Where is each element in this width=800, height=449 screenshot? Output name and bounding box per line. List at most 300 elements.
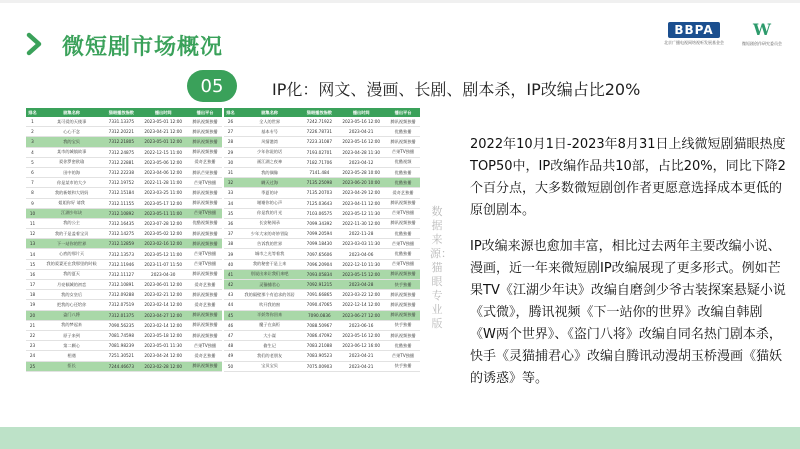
cell-title: 全人的世界 — [237, 117, 302, 127]
table-row — [224, 361, 420, 371]
chevron-right-icon — [22, 32, 46, 56]
cell-platform: 芒果TV独播 — [386, 147, 420, 157]
header-index: 猫眼播放指数 — [104, 108, 138, 117]
cell-index: 7097.65606 — [302, 249, 336, 259]
cell-index: 7312.01375 — [104, 310, 138, 320]
cell-platform: 腾讯视频独播 — [386, 290, 420, 300]
cell-platform: 腾讯视频独播 — [386, 330, 420, 340]
cell-date: 2023-05-12 11:30 — [336, 208, 386, 218]
cell-rank: 5 — [26, 157, 39, 167]
cell-index: 7312.19752 — [104, 178, 138, 188]
cell-date: 2023-05-15 12:00 — [336, 269, 386, 279]
cell-date: 2022-11-28 — [336, 229, 386, 239]
cell-platform: 腾讯视频独播 — [188, 188, 222, 198]
cell-rank: 39 — [224, 249, 237, 259]
cell-date: 2023-05-16 12:00 — [336, 330, 386, 340]
cell-rank: 34 — [224, 198, 237, 208]
cell-index: 7312.11127 — [104, 269, 138, 279]
cell-title: 我的新娘和大奶妈 — [39, 188, 104, 198]
cell-rank: 4 — [26, 147, 39, 157]
cell-platform: 优酷视频独播 — [188, 218, 222, 228]
cell-index: 7331.13375 — [104, 117, 138, 127]
cell-index: 7090.0836 — [302, 310, 336, 320]
cell-index: 7086.47092 — [302, 330, 336, 340]
cell-index: 7312.21805 — [104, 137, 138, 147]
cell-title: 爱你罗密欧瑜 — [39, 157, 104, 167]
ranking-table-left — [26, 108, 222, 372]
cell-platform: 腾讯视频独播 — [386, 117, 420, 127]
cell-platform: 腾讯视频独播 — [188, 127, 222, 137]
cell-index: 7096.20904 — [302, 259, 336, 269]
cell-rank: 38 — [224, 239, 237, 249]
cell-platform: 腾讯视频独播 — [188, 137, 222, 147]
cell-platform: 腾讯视频独播 — [188, 320, 222, 330]
cell-platform: 腾讯视频独播 — [386, 269, 420, 279]
cell-index: 7083.21088 — [302, 341, 336, 351]
table-row — [26, 300, 222, 310]
cell-index: 7312.11155 — [104, 198, 138, 208]
cell-date: 2023-02-28 12:00 — [138, 361, 188, 371]
table-row — [224, 249, 420, 259]
table-row — [224, 218, 420, 228]
cell-title: 别说出来让我们来吧 — [237, 269, 302, 279]
cell-title: 心底的那片天 — [39, 249, 104, 259]
cell-platform: 芒果TV独播 — [188, 341, 222, 351]
cell-platform: 优酷独播 — [386, 229, 420, 239]
cell-title: 城市之光等着我 — [237, 249, 302, 259]
cell-index: 7312.20221 — [104, 127, 138, 137]
table-row — [26, 341, 222, 351]
table-row — [26, 127, 222, 137]
cell-date: 2023-05-02 12:00 — [138, 229, 188, 239]
cell-rank: 18 — [26, 290, 39, 300]
cell-platform: 芒果TV独播 — [188, 208, 222, 218]
cell-title: 田中的海 — [39, 167, 104, 177]
cell-index: 7090.56235 — [104, 320, 138, 330]
table-row — [224, 341, 420, 351]
table-row — [26, 229, 222, 239]
table-row — [26, 239, 222, 249]
table-row — [224, 117, 420, 127]
cell-date: 2023-06-16 — [336, 320, 386, 330]
cell-platform: 腾讯视频独播 — [188, 269, 222, 279]
header-title: 剧集名称 — [39, 108, 104, 117]
cell-index: 7244.46673 — [104, 361, 138, 371]
cell-rank: 28 — [224, 137, 237, 147]
cell-index: 7312.24875 — [104, 147, 138, 157]
table-row — [224, 280, 420, 290]
cell-title: 原子来到 — [39, 330, 104, 340]
cell-title: 你是某市的大少 — [39, 178, 104, 188]
cell-rank: 19 — [26, 300, 39, 310]
cell-platform: 芒果TV独播 — [386, 351, 420, 361]
cell-date: 2023-04-24 12:00 — [138, 351, 188, 361]
cell-rank: 6 — [26, 167, 39, 177]
cell-date: 2023-04-30 — [138, 269, 188, 279]
cell-rank: 47 — [224, 330, 237, 340]
cell-platform: 芒果TV独播 — [188, 178, 222, 188]
cell-title: 你是我的月光 — [237, 208, 302, 218]
cell-title: 吹开我的窗 — [237, 300, 302, 310]
table-row — [26, 269, 222, 279]
cell-date: 2023-02-16 12:00 — [138, 239, 188, 249]
cell-rank: 13 — [26, 239, 39, 249]
cell-rank: 45 — [224, 310, 237, 320]
cell-index: 7312.22881 — [104, 157, 138, 167]
cell-rank: 31 — [224, 167, 237, 177]
cell-platform: 腾讯芒果独播 — [188, 167, 222, 177]
cell-date: 2023-04-28 11:30 — [336, 147, 386, 157]
cell-index: 7312.16435 — [104, 218, 138, 228]
cell-title: 我的偶像 — [237, 167, 302, 177]
header-platform: 播出平台 — [386, 108, 420, 117]
cell-title: 某市的城镇故事 — [39, 147, 104, 157]
cell-date: 2023-07-28 12:00 — [138, 218, 188, 228]
cell-rank: 44 — [224, 300, 237, 310]
cell-title: 我的于是盖着宝贝 — [39, 229, 104, 239]
cell-date: 2023-02-21 12:00 — [138, 290, 188, 300]
cell-date: 2022-12-14 12:00 — [336, 300, 386, 310]
cell-title: 宝贝宝贝 — [237, 361, 302, 371]
cell-platform: 腾讯视频独播 — [188, 147, 222, 157]
cell-index: 7193.02701 — [302, 147, 336, 157]
cell-index: 7081.98239 — [104, 341, 138, 351]
cell-date: 2023-06-12 16:00 — [336, 341, 386, 351]
cell-title: 我们的老朋友 — [237, 351, 302, 361]
cell-title: 我的梦起来 — [39, 320, 104, 330]
cell-index: 7075.00903 — [302, 361, 336, 371]
table-row — [224, 320, 420, 330]
cell-platform: 爱奇艺独播 — [188, 280, 222, 290]
table-row — [224, 147, 420, 157]
cell-platform: 腾讯视频独播 — [188, 117, 222, 127]
cell-rank: 16 — [26, 269, 39, 279]
cell-index: 7226.78731 — [302, 127, 336, 137]
cell-title: 我的夏天 — [39, 269, 104, 279]
cell-rank: 41 — [224, 269, 237, 279]
cell-rank: 37 — [224, 229, 237, 239]
cell-title: 下一站你的世界 — [39, 239, 104, 249]
cell-platform: 优酷独播 — [386, 127, 420, 137]
cell-platform: 腾讯视频独播 — [188, 239, 222, 249]
cell-platform: 爱奇艺独播 — [188, 351, 222, 361]
cell-date: 2022-11-30 12:00 — [336, 218, 386, 228]
cell-platform: 腾讯视频独播 — [188, 330, 222, 340]
cell-title: 心心不念 — [39, 127, 104, 137]
committee-logo — [742, 20, 782, 47]
cell-platform: 爱奇艺独播 — [188, 300, 222, 310]
cell-platform: 快手独播 — [386, 280, 420, 290]
cell-platform: 爱奇艺独播 — [188, 157, 222, 167]
cell-date: 2023-02-14 12:00 — [138, 300, 188, 310]
table-row — [26, 167, 222, 177]
cell-rank: 23 — [26, 341, 39, 351]
cell-platform: 芒果TV独播 — [386, 239, 420, 249]
cell-date: 2023-04-21 — [336, 351, 386, 361]
cell-title: 基本专号 — [237, 127, 302, 137]
cell-title: 少年你说的话 — [237, 147, 302, 157]
cell-title: 我的爱妻还在我那里的时候 — [39, 259, 104, 269]
cell-rank: 17 — [26, 280, 39, 290]
cell-index: 7083.90523 — [302, 351, 336, 361]
cell-date: 2023-04-06 12:00 — [138, 167, 188, 177]
cell-date: 2022-12-15 11:00 — [138, 147, 188, 157]
cell-title: 灵猫捕君心 — [237, 280, 302, 290]
cell-rank: 46 — [224, 320, 237, 330]
cell-title: 我的隔壁那个有追求的邻居 — [237, 290, 302, 300]
table-row — [26, 198, 222, 208]
header-date: 播出时间 — [336, 108, 386, 117]
cell-rank: 22 — [26, 330, 39, 340]
cell-index: 7312.11946 — [104, 259, 138, 269]
cell-rank: 49 — [224, 351, 237, 361]
cell-platform: 爱奇艺独播 — [386, 188, 420, 198]
cell-index: 7182.71706 — [302, 157, 336, 167]
header-title: 剧集名称 — [237, 108, 302, 117]
cell-platform: 腾讯视频独播 — [188, 290, 222, 300]
section-title: IP化：网文、漫画、长剧、剧本杀，IP改编占比20% — [272, 80, 641, 99]
cell-platform: 快手独播 — [386, 320, 420, 330]
cell-title: 半妖等你回来 — [237, 310, 302, 320]
cell-rank: 42 — [224, 280, 237, 290]
header-date: 播出时间 — [138, 108, 188, 117]
bbpa-logo-caption: 北京广播电视网络视听发展基金会 — [664, 39, 724, 45]
table-row — [224, 178, 420, 188]
table-row — [26, 320, 222, 330]
cell-index: 7141.484 — [302, 167, 336, 177]
cell-title: 偷生记 — [237, 341, 302, 351]
header-rank: 排名 — [26, 108, 39, 117]
cell-platform: 芒果TV独播 — [386, 208, 420, 218]
table-row — [224, 137, 420, 147]
table-row — [224, 310, 420, 320]
cell-title: 风情港湾 — [237, 137, 302, 147]
cell-title: 魔子在高柜 — [237, 320, 302, 330]
bbpa-logo — [664, 22, 724, 46]
cell-title: 季夏的诗 — [237, 188, 302, 198]
cell-index: 7103.06575 — [302, 208, 336, 218]
cell-platform: 腾讯视频独播 — [386, 218, 420, 228]
cell-index: 7312.12859 — [104, 239, 138, 249]
cell-title: 我的女皇后 — [39, 290, 104, 300]
cell-title: 我的秘密于是上来 — [237, 259, 302, 269]
cell-date: 2023-04-21 — [336, 361, 386, 371]
cell-rank: 2 — [26, 127, 39, 137]
cell-rank: 27 — [224, 127, 237, 137]
cell-date: 2023-04-29 12:00 — [336, 188, 386, 198]
paragraph-ip-sources: IP改编来源也愈加丰富，相比过去两年主要改编小说、漫画，近一年来微短剧IP改编展现了更多形式。例如芒果TV《江湖少年诀》改编自磨剑少爷古装探案悬疑小说《式微》，腾讯视频《下一站你的世界》改编自韩剧《W两个世界》、《盗门八将》改编自同名热门剧本杀，快手《灵猫捕君心》改编自腾讯动漫胡玉桥漫画《猫妖的诱惑》等。 — [470, 239, 786, 386]
cell-title: 月亮倾城的初恋 — [39, 280, 104, 290]
cell-platform: 腾讯视频独播 — [386, 137, 420, 147]
cell-title: 画江湖之夜神 — [237, 157, 302, 167]
table-row — [224, 259, 420, 269]
table-row — [26, 147, 222, 157]
cell-rank: 30 — [224, 157, 237, 167]
cell-rank: 3 — [26, 137, 39, 147]
cell-date: 2023-04-28 — [336, 280, 386, 290]
cell-platform: 优酷独播 — [386, 167, 420, 177]
cell-date: 2023-05-01 12:00 — [138, 117, 188, 127]
cell-platform: 快手独播 — [386, 361, 420, 371]
cell-rank: 11 — [26, 218, 39, 228]
cell-platform: 优酷独播 — [386, 178, 420, 188]
table-row — [224, 351, 420, 361]
cell-rank: 36 — [224, 218, 237, 228]
table-row — [224, 269, 420, 279]
cell-date: 2023-06-27 12:00 — [336, 310, 386, 320]
header-rank: 排名 — [224, 108, 237, 117]
cell-rank: 48 — [224, 341, 237, 351]
table-header-row — [224, 108, 420, 117]
cell-index: 7081.74598 — [104, 330, 138, 340]
table-row — [26, 361, 222, 371]
footer-bar — [0, 427, 800, 449]
cell-platform: 芒果TV独播 — [188, 249, 222, 259]
source-note: 数据来源：猫眼专业版 — [430, 205, 452, 330]
table-row — [224, 229, 420, 239]
cell-date: 2023-04-12 — [336, 157, 386, 167]
logo-group — [664, 20, 782, 47]
cell-index: 7312.10892 — [104, 208, 138, 218]
cell-index: 7135.20703 — [302, 188, 336, 198]
cell-platform: 芒果TV独播 — [188, 259, 222, 269]
table-row — [26, 157, 222, 167]
cell-date: 2023-05-01 11:30 — [138, 341, 188, 351]
cell-date: 2023-05-17 12:00 — [138, 198, 188, 208]
cell-date: 2023-03-25 11:00 — [138, 188, 188, 198]
cell-index: 7223.31087 — [302, 137, 336, 147]
table-row — [26, 188, 222, 198]
cell-rank: 8 — [26, 188, 39, 198]
table-row — [26, 330, 222, 340]
section-number-badge: 05 — [187, 70, 237, 102]
cell-rank: 43 — [224, 290, 237, 300]
cell-rank: 7 — [26, 178, 39, 188]
table-header-row — [26, 108, 222, 117]
cell-rank: 14 — [26, 249, 39, 259]
cell-platform: 腾讯视频独播 — [386, 310, 420, 320]
cell-index: 7312.07519 — [104, 300, 138, 310]
cell-rank: 10 — [26, 208, 39, 218]
cell-index: 7312.14275 — [104, 229, 138, 239]
cell-date: 2023-05-28 10:00 — [336, 167, 386, 177]
cell-title: 瞒天过海 — [237, 178, 302, 188]
cell-index: 7312.09288 — [104, 290, 138, 300]
header-platform: 播出平台 — [188, 108, 222, 117]
cell-date: 2023-02-14 12:00 — [138, 320, 188, 330]
cell-platform: 腾讯视频独播 — [188, 198, 222, 208]
table-row — [224, 127, 420, 137]
cell-index: 7251.30521 — [104, 351, 138, 361]
cell-index: 7135.25098 — [302, 178, 336, 188]
cell-title: 拒长 — [39, 361, 104, 371]
cell-date: 2023-03-22 12:00 — [336, 290, 386, 300]
cell-platform: 优酷独播 — [386, 341, 420, 351]
cell-index: 7099.34392 — [302, 218, 336, 228]
cell-rank: 26 — [224, 117, 237, 127]
cell-platform: 腾讯视频独播 — [188, 229, 222, 239]
table-row — [224, 239, 420, 249]
cell-index: 7312.10891 — [104, 280, 138, 290]
cell-title: 长安秘闻录 — [237, 218, 302, 228]
top-strip — [0, 0, 800, 3]
cell-date: 2023-05-16 12:00 — [336, 117, 386, 127]
table-row — [26, 117, 222, 127]
cell-platform: 腾讯视频独播 — [188, 361, 222, 371]
cell-rank: 40 — [224, 259, 237, 269]
cell-date: 2023-05-06 12:00 — [138, 157, 188, 167]
cell-date: 2023-03-03 11:30 — [336, 239, 386, 249]
cell-date: 2023-06-20 10:00 — [336, 178, 386, 188]
cell-title: 姐姐你好 请我 — [39, 198, 104, 208]
table-row — [26, 249, 222, 259]
cell-title: 大小谋 — [237, 330, 302, 340]
cell-date: 2022-11-28 11:00 — [138, 178, 188, 188]
cell-platform: 腾讯视频独播 — [386, 198, 420, 208]
cell-rank: 21 — [26, 320, 39, 330]
cell-platform: 芒果TV独播 — [386, 259, 420, 269]
cell-rank: 24 — [26, 351, 39, 361]
cell-rank: 35 — [224, 208, 237, 218]
cell-title: 我的宝贝 — [39, 137, 104, 147]
cell-rank: 15 — [26, 259, 39, 269]
cell-index: 7093.05834 — [302, 269, 336, 279]
cell-date: 2022-12-10 11:30 — [336, 259, 386, 269]
cell-date: 2023-11-07 11:50 — [138, 259, 188, 269]
cell-date: 2023-05-12 11:00 — [138, 249, 188, 259]
cell-date: 2023-04-21 12:00 — [138, 127, 188, 137]
cell-title: 盗门八将 — [39, 310, 104, 320]
cell-title: 江湖少年诀 — [39, 208, 104, 218]
cell-title: 告诉我的世界 — [237, 239, 302, 249]
table-row — [26, 259, 222, 269]
table-row — [224, 300, 420, 310]
table-row — [26, 351, 222, 361]
bbpa-logo-mark: BBPA — [668, 22, 719, 38]
ranking-table-right — [224, 108, 420, 372]
table-row — [26, 218, 222, 228]
cell-rank: 32 — [224, 178, 237, 188]
cell-index: 7090.47065 — [302, 300, 336, 310]
cell-index: 7312.22238 — [104, 167, 138, 177]
cell-index: 7091.66865 — [302, 290, 336, 300]
table-row — [224, 330, 420, 340]
cell-platform: 腾讯视频独播 — [386, 300, 420, 310]
cell-date: 2023-04-27 12:00 — [138, 310, 188, 320]
table-row — [224, 208, 420, 218]
cell-rank: 1 — [26, 117, 39, 127]
cell-rank: 33 — [224, 188, 237, 198]
cell-title: 相遇 — [39, 351, 104, 361]
cell-index: 7312.15184 — [104, 188, 138, 198]
table-row — [26, 208, 222, 218]
table-row — [224, 157, 420, 167]
cell-rank: 12 — [26, 229, 39, 239]
cell-platform: 腾讯视频独播 — [188, 310, 222, 320]
cell-rank: 9 — [26, 198, 39, 208]
table-row — [224, 188, 420, 198]
table-row — [26, 310, 222, 320]
page-title: 微短剧市场概况 — [62, 35, 224, 60]
cell-index: 7125.03643 — [302, 198, 336, 208]
cell-title: 我的公主 — [39, 218, 104, 228]
cell-index: 7242.71922 — [302, 117, 336, 127]
cell-index: 7092.91215 — [302, 280, 336, 290]
table-row — [26, 280, 222, 290]
table-row — [224, 290, 420, 300]
cell-date: 2023-04-21 — [336, 127, 386, 137]
cell-date: 2023-05-11 11:00 — [138, 208, 188, 218]
